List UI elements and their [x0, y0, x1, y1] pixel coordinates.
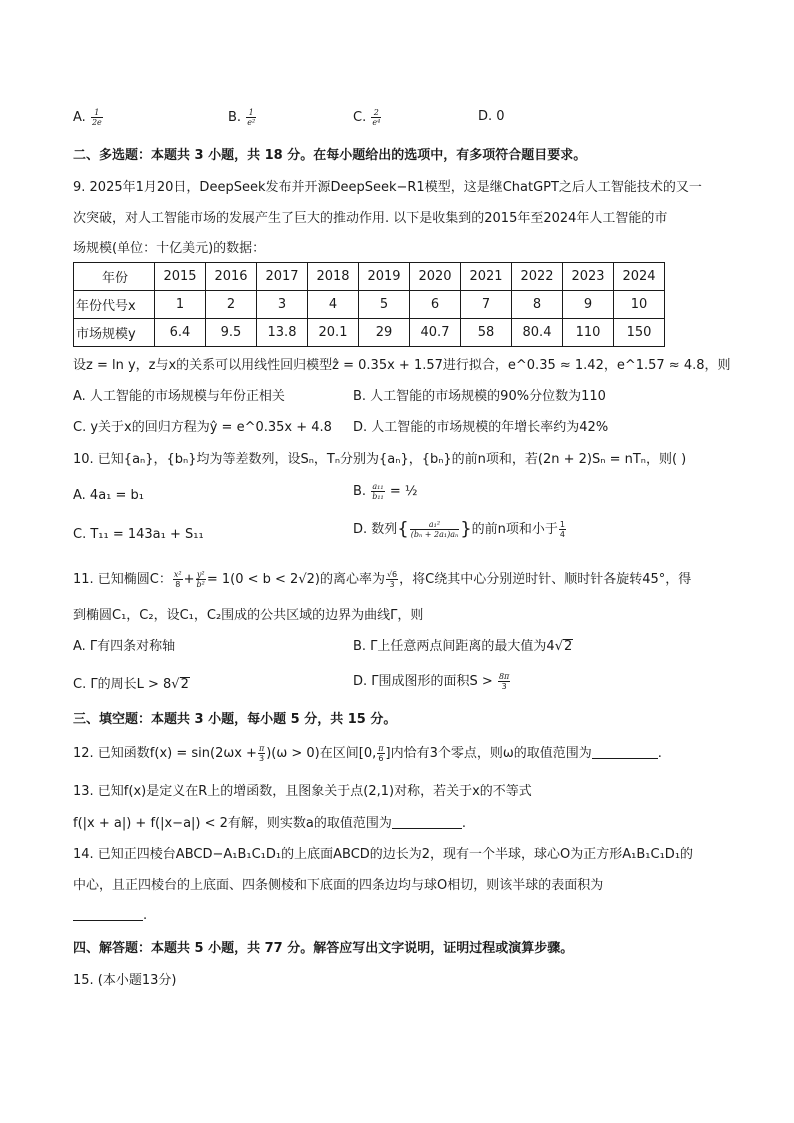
q11-option-b: B. Γ上任意两点间距离的最大值为4√2: [353, 639, 573, 654]
q9-line-3: 场规模(单位：十亿美元)的数据：: [73, 241, 266, 256]
q12-text: 12. 已知函数f(x) = sin(2ωx + $\frac{\pi}{3}$ )(ω > 0)在区间[0, $\frac{\pi}{6}$ ]内恰有3个零点，则ω的取值范围为 .: [73, 744, 662, 763]
q12-answer-blank[interactable]: [592, 758, 658, 759]
table-header-code: 年份代号x: [74, 291, 155, 319]
section-2-heading: 二、多选题：本题共 3 小题，共 18 分。在每小题给出的选项中，有多项符合题目要求。: [73, 148, 587, 163]
q8-option-d: D. 0: [478, 109, 505, 124]
table-row: 市场规模y 6.4 9.5 13.8 20.1 29 40.7 58 80.4 110 150: [74, 319, 665, 347]
q11-option-d: D. Γ围成图形的面积S > $\frac{8\pi}{3}$: [353, 672, 510, 691]
q14-line-2: 中心，且正四棱台的上底面、四条侧棱和下底面的四条边均与球O相切，则该半球的表面积为: [73, 878, 604, 893]
q13-line-2: f(|x + a|) + f(|x−a|) < 2有解，则实数a的取值范围为 .: [73, 816, 467, 831]
q11-option-c: C. Γ的周长L > 8√2: [73, 677, 189, 692]
table-row: 年份代号x 1 2 3 4 5 6 7 8 9 10: [74, 291, 665, 319]
q10-option-c: C. T₁₁ = 143a₁ + S₁₁: [73, 527, 204, 542]
table-header-size: 市场规模y: [74, 319, 155, 347]
q9-data-table: [73, 262, 665, 347]
table-header-year: 年份: [74, 263, 155, 291]
q9-line-2: 次突破，对人工智能市场的发展产生了巨大的推动作用. 以下是收集到的2015年至2024年人工智能的市: [73, 211, 668, 226]
q9-option-a: A. 人工智能的市场规模与年份正相关: [73, 389, 285, 404]
q13-answer-blank[interactable]: [392, 828, 462, 829]
q10-option-b-fraction: $\frac{\text{a₁₁}}{\text{b₁₁}}$: [372, 482, 384, 501]
q13-line-1: 13. 已知f(x)是定义在R上的增函数，且图象关于点(2,1)对称，若关于x的不等式: [73, 784, 532, 799]
q14-answer-blank[interactable]: [73, 920, 143, 921]
q9-option-b: B. 人工智能的市场规模的90%分位数为110: [353, 389, 606, 404]
q10-option-d: D. 数列{ $\frac{\text{a₁²}}{\text{(bₙ + 2a₁)aₙ}}$ }的前n项和小于 $\frac{1}{4}$: [353, 518, 566, 540]
q8-option-a: A. $\frac{1}{2e}$: [73, 108, 102, 127]
q14-line-3: .: [73, 907, 147, 925]
q8-option-b: B. $\frac{1}{\text{e²}}$: [228, 108, 256, 127]
q10-stem: 10. 已知{aₙ}，{bₙ}均为等差数列，设Sₙ，Tₙ分别为{aₙ}，{bₙ}的前n项和，若(2n + 2)Sₙ = nTₙ，则( ): [73, 452, 687, 467]
q11-option-a: A. Γ有四条对称轴: [73, 639, 176, 654]
q15-title: 15. (本小题13分): [73, 973, 177, 988]
q9-option-d: D. 人工智能的市场规模的年增长率约为42%: [353, 420, 609, 435]
q11-line-1: 11. 已知椭圆C： $\frac{\text{x²}}{8}$ + $\frac{\text{y²}}{\text{b²}}$ = 1(0 < b < 2√2)的离心率为 $\frac{√6}{3}$ ，将C绕其中心分别逆时针、顺时针各旋转45°，得: [73, 570, 692, 589]
section-3-heading: 三、填空题：本题共 3 小题，每小题 5 分，共 15 分。: [73, 712, 397, 727]
q8-option-b-fraction: $\frac{1}{\text{e²}}$: [247, 108, 256, 127]
q9-line-4: 设z = ln y，z与x的关系可以用线性回归模型ẑ = 0.35x + 1.57进行拟合，e^0.35 ≈ 1.42，e^1.57 ≈ 4.8，则: [73, 358, 731, 373]
q10-option-a: A. 4a₁ = b₁: [73, 488, 144, 503]
q8-option-a-fraction: $\frac{1}{2e}$: [91, 108, 102, 127]
q9-line-1: 9. 2025年1月20日，DeepSeek发布并开源DeepSeek−R1模型，这是继ChatGPT之后人工智能技术的又一: [73, 180, 702, 195]
q10-option-d-fraction: $\frac{\text{a₁²}}{\text{(bₙ + 2a₁)aₙ}}$: [410, 520, 459, 539]
q8-option-c-fraction: $\frac{2}{\text{e⁴}}$: [372, 108, 381, 127]
q14-line-1: 14. 已知正四棱台ABCD−A₁B₁C₁D₁的上底面ABCD的边长为2，现有一个半球，球心O为正方形A₁B₁C₁D₁的: [73, 847, 694, 862]
q10-option-b: B. $\frac{\text{a₁₁}}{\text{b₁₁}}$ = ½: [353, 482, 418, 501]
section-4-heading: 四、解答题：本题共 5 小题，共 77 分。解答应写出文字说明，证明过程或演算步骤。: [73, 941, 574, 956]
q9-option-c: C. y关于x的回归方程为ŷ = e^0.35x + 4.8: [73, 420, 332, 435]
table-row: 年份 2015 2016 2017 2018 2019 2020 2021 2022 2023 2024: [74, 263, 665, 291]
q8-option-c: C. $\frac{2}{\text{e⁴}}$: [353, 108, 381, 127]
q11-line-2: 到椭圆C₁，C₂，设C₁，C₂围成的公共区域的边界为曲线Γ，则: [73, 608, 424, 623]
